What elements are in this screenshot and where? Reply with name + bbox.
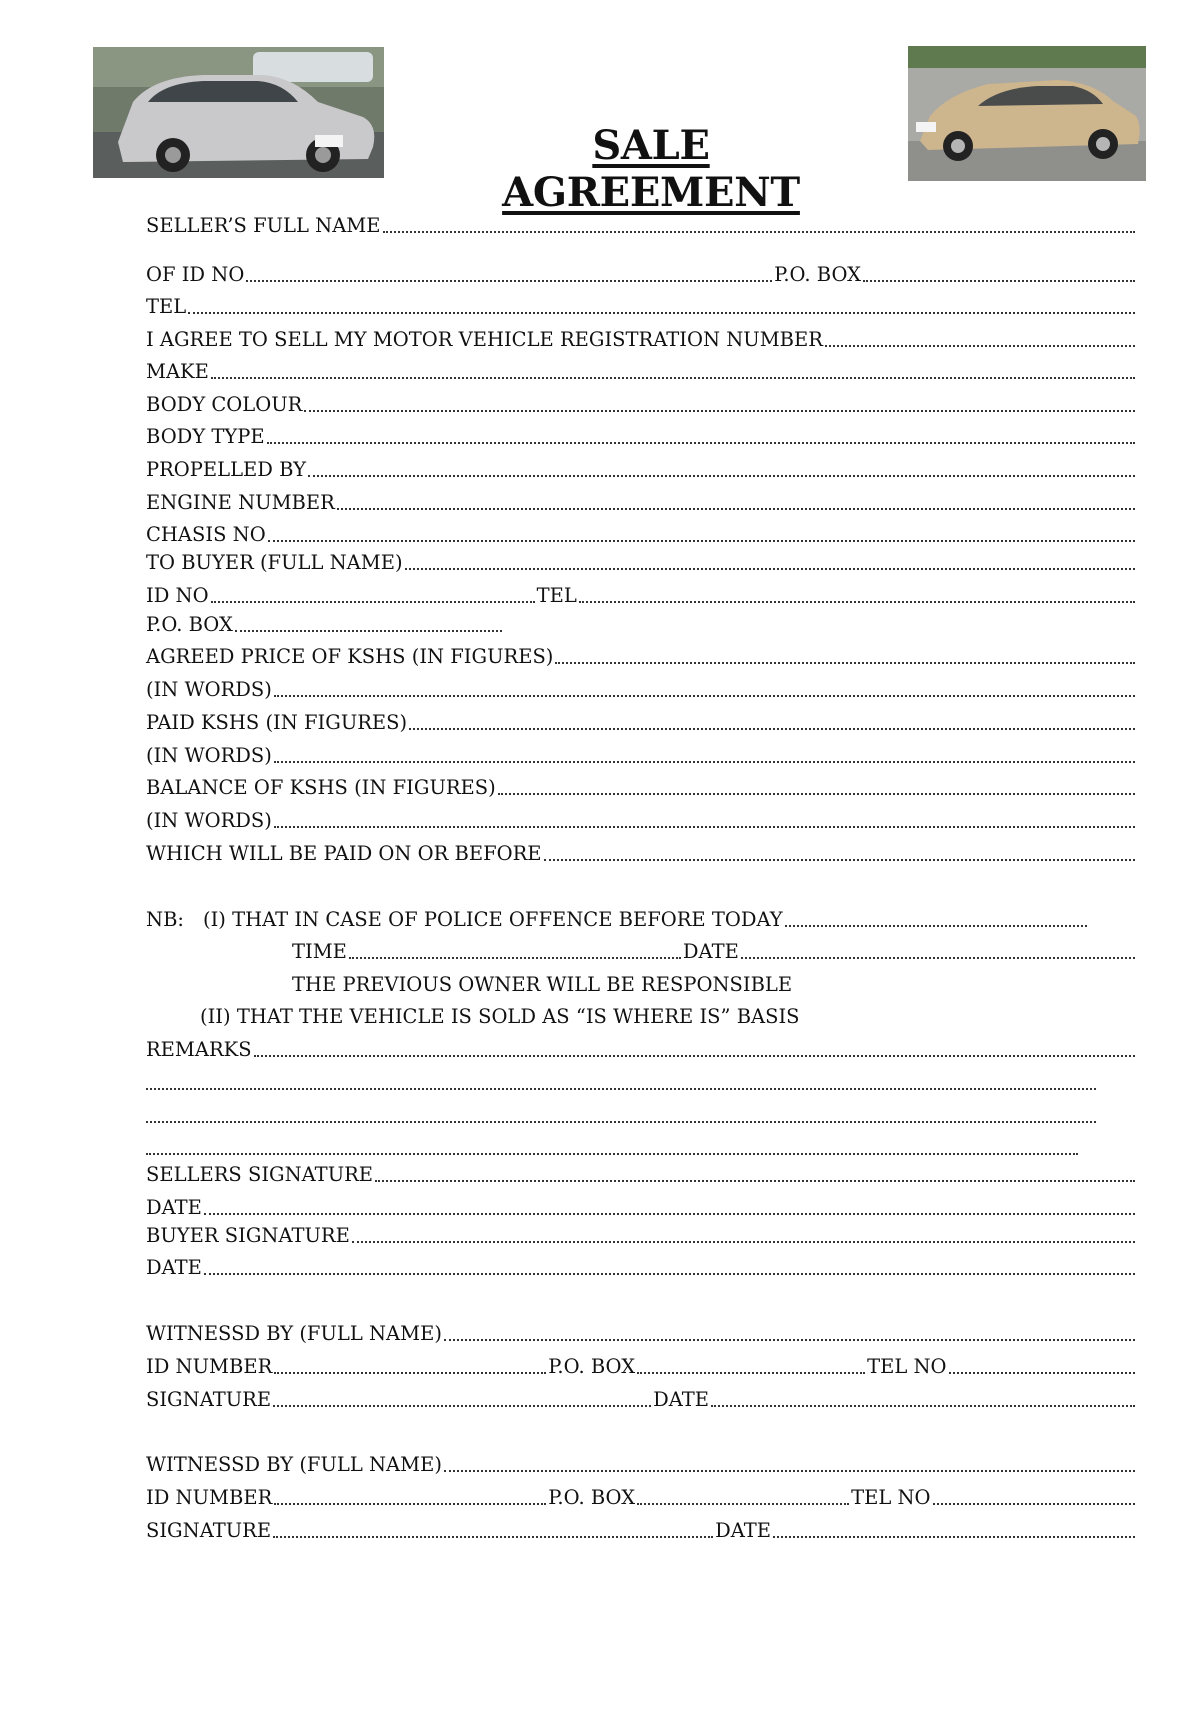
remarks-label: REMARKS — [146, 1038, 252, 1061]
fill-line[interactable] — [211, 377, 1135, 379]
page-title: SALE AGREEMENT — [502, 122, 800, 216]
witness-tel-label: TEL NO — [867, 1355, 947, 1378]
fill-line[interactable] — [274, 1503, 546, 1505]
engine-number-line[interactable] — [146, 486, 1135, 516]
body-type-label: BODY TYPE — [146, 425, 265, 448]
witness-id-label: ID NUMBER — [146, 1486, 273, 1509]
date-label: DATE — [146, 1196, 202, 1219]
fill-line[interactable] — [246, 280, 772, 282]
body-colour-label: BODY COLOUR — [146, 393, 303, 416]
fill-line[interactable] — [273, 1536, 713, 1538]
fill-line[interactable] — [352, 1241, 1135, 1243]
seller-tel-line[interactable] — [146, 290, 1135, 320]
witness-2-signature-line[interactable] — [146, 1514, 1135, 1544]
fill-line[interactable] — [933, 1503, 1135, 1505]
responsible-text: THE PREVIOUS OWNER WILL BE RESPONSIBLE — [292, 973, 793, 996]
seller-full-name-label: SELLER’S FULL NAME — [146, 214, 381, 237]
agreed-price-words-line[interactable] — [146, 673, 1135, 703]
witness-tel-label: TEL NO — [851, 1486, 931, 1509]
witness-signature-label: SIGNATURE — [146, 1388, 272, 1411]
paid-before-line[interactable] — [146, 837, 1135, 867]
fill-line[interactable] — [235, 630, 502, 632]
registration-number-line[interactable] — [146, 323, 1135, 353]
fill-line[interactable] — [637, 1372, 865, 1374]
witness-1-id-line[interactable] — [146, 1350, 1135, 1380]
fill-line[interactable] — [785, 925, 1087, 927]
seller-po-box-label: P.O. BOX — [774, 263, 861, 286]
fill-line[interactable] — [267, 442, 1135, 444]
fill-line[interactable] — [274, 695, 1135, 697]
seller-signature-label: SELLERS SIGNATURE — [146, 1163, 374, 1186]
seller-date-line[interactable] — [146, 1191, 1135, 1221]
witness-2-id-line[interactable] — [146, 1481, 1135, 1511]
witness-name-label: WITNESSD BY (FULL NAME) — [146, 1322, 442, 1345]
witness-po-box-label: P.O. BOX — [548, 1486, 636, 1509]
fill-line[interactable] — [188, 312, 1135, 314]
fill-line[interactable] — [949, 1372, 1135, 1374]
buyer-date-line[interactable] — [146, 1251, 1135, 1281]
car-photo-left — [93, 47, 384, 178]
body-type-line[interactable] — [146, 420, 1135, 450]
propelled-by-label: PROPELLED BY — [146, 458, 306, 481]
in-words-label: (IN WORDS) — [146, 809, 272, 832]
balance-words-line[interactable] — [146, 804, 1135, 834]
buyer-tel-label: TEL — [536, 584, 577, 607]
in-words-label: (IN WORDS) — [146, 678, 272, 701]
make-line[interactable] — [146, 355, 1135, 385]
remarks-extra-line[interactable] — [146, 1131, 1078, 1161]
fill-line[interactable] — [349, 957, 681, 959]
fill-line[interactable] — [146, 1088, 1096, 1090]
date-label: DATE — [715, 1519, 771, 1542]
nb-clause-2-line — [200, 1000, 1135, 1030]
buyer-signature-line[interactable] — [146, 1219, 1135, 1249]
buyer-po-box-label: P.O. BOX — [146, 613, 233, 636]
offence-time-date-line[interactable] — [292, 935, 1135, 965]
buyer-full-name-line[interactable] — [146, 546, 1135, 576]
date-label: DATE — [653, 1388, 709, 1411]
balance-label: BALANCE OF KSHS (IN FIGURES) — [146, 776, 496, 799]
fill-line[interactable] — [579, 601, 1135, 603]
witness-po-box-label: P.O. BOX — [548, 1355, 636, 1378]
fill-line[interactable] — [444, 1339, 1135, 1341]
fill-line[interactable] — [308, 475, 1135, 477]
balance-line[interactable] — [146, 771, 1135, 801]
seller-id-label: OF ID NO — [146, 263, 245, 286]
fill-line[interactable] — [863, 280, 1135, 282]
seller-full-name-line[interactable] — [146, 209, 1135, 239]
paid-before-label: WHICH WILL BE PAID ON OR BEFORE — [146, 842, 542, 865]
paid-line[interactable] — [146, 706, 1135, 736]
car-photo-right — [908, 46, 1146, 181]
date-label: DATE — [682, 940, 739, 963]
witness-2-name-line[interactable] — [146, 1448, 1135, 1478]
fill-line[interactable] — [274, 826, 1135, 828]
fill-line[interactable] — [383, 231, 1135, 233]
in-words-label: (IN WORDS) — [146, 744, 272, 767]
fill-line[interactable] — [268, 540, 1135, 542]
fill-line[interactable] — [304, 410, 1135, 412]
remarks-extra-line[interactable] — [146, 1066, 1096, 1096]
propelled-by-line[interactable] — [146, 453, 1135, 483]
witness-1-name-line[interactable] — [146, 1317, 1135, 1347]
nb-clause-1-line[interactable] — [146, 903, 1087, 933]
witness-signature-label: SIGNATURE — [146, 1519, 272, 1542]
engine-number-label: ENGINE NUMBER — [146, 491, 335, 514]
registration-number-label: I AGREE TO SELL MY MOTOR VEHICLE REGISTRATION NUMBER — [146, 328, 823, 351]
fill-line[interactable] — [146, 1121, 1096, 1123]
fill-line[interactable] — [211, 601, 535, 603]
chasis-no-line[interactable] — [146, 518, 1135, 548]
fill-line[interactable] — [204, 1273, 1135, 1275]
fill-line[interactable] — [773, 1536, 1135, 1538]
fill-line[interactable] — [825, 345, 1135, 347]
buyer-full-name-label: TO BUYER (FULL NAME) — [146, 551, 403, 574]
fill-line[interactable] — [711, 1405, 1135, 1407]
fill-line[interactable] — [409, 728, 1135, 730]
nb-label: NB: — [146, 908, 184, 931]
agreed-price-line[interactable] — [146, 640, 1135, 670]
date-label: DATE — [146, 1256, 202, 1279]
fill-line[interactable] — [274, 1372, 546, 1374]
seller-tel-label: TEL — [146, 295, 187, 318]
witness-1-signature-line[interactable] — [146, 1383, 1135, 1413]
witness-id-label: ID NUMBER — [146, 1355, 273, 1378]
buyer-id-label: ID NO — [146, 584, 209, 607]
fill-line[interactable] — [273, 1405, 651, 1407]
fill-line[interactable] — [444, 1470, 1135, 1472]
fill-line[interactable] — [375, 1180, 1135, 1182]
buyer-id-line[interactable] — [146, 579, 1135, 609]
clause-1-text: (I) THAT IN CASE OF POLICE OFFENCE BEFORE TODAY — [203, 908, 783, 931]
fill-line[interactable] — [741, 957, 1135, 959]
paid-words-line[interactable] — [146, 739, 1135, 769]
remarks-extra-line[interactable] — [146, 1099, 1096, 1129]
clause-2-text: (II) THAT THE VEHICLE IS SOLD AS “IS WHERE IS” BASIS — [200, 1005, 800, 1028]
seller-id-line[interactable] — [146, 258, 1135, 288]
fill-line[interactable] — [555, 662, 1135, 664]
paid-label: PAID KSHS (IN FIGURES) — [146, 711, 408, 734]
buyer-po-box-line[interactable] — [146, 608, 502, 638]
buyer-signature-label: BUYER SIGNATURE — [146, 1224, 350, 1247]
make-label: MAKE — [146, 360, 209, 383]
fill-line[interactable] — [274, 761, 1135, 763]
responsible-line — [292, 968, 1135, 998]
agreed-price-label: AGREED PRICE OF KSHS (IN FIGURES) — [146, 645, 554, 668]
body-colour-line[interactable] — [146, 388, 1135, 418]
witness-name-label: WITNESSD BY (FULL NAME) — [146, 1453, 442, 1476]
fill-line[interactable] — [544, 859, 1135, 861]
fill-line[interactable] — [254, 1055, 1135, 1057]
fill-line[interactable] — [498, 793, 1135, 795]
remarks-line[interactable] — [146, 1033, 1135, 1063]
time-label: TIME — [292, 940, 347, 963]
fill-line[interactable] — [146, 1153, 1078, 1155]
chasis-no-label: CHASIS NO — [146, 523, 266, 546]
fill-line[interactable] — [405, 568, 1135, 570]
fill-line[interactable] — [204, 1213, 1135, 1215]
fill-line[interactable] — [337, 508, 1135, 510]
fill-line[interactable] — [637, 1503, 849, 1505]
seller-signature-line[interactable] — [146, 1158, 1135, 1188]
